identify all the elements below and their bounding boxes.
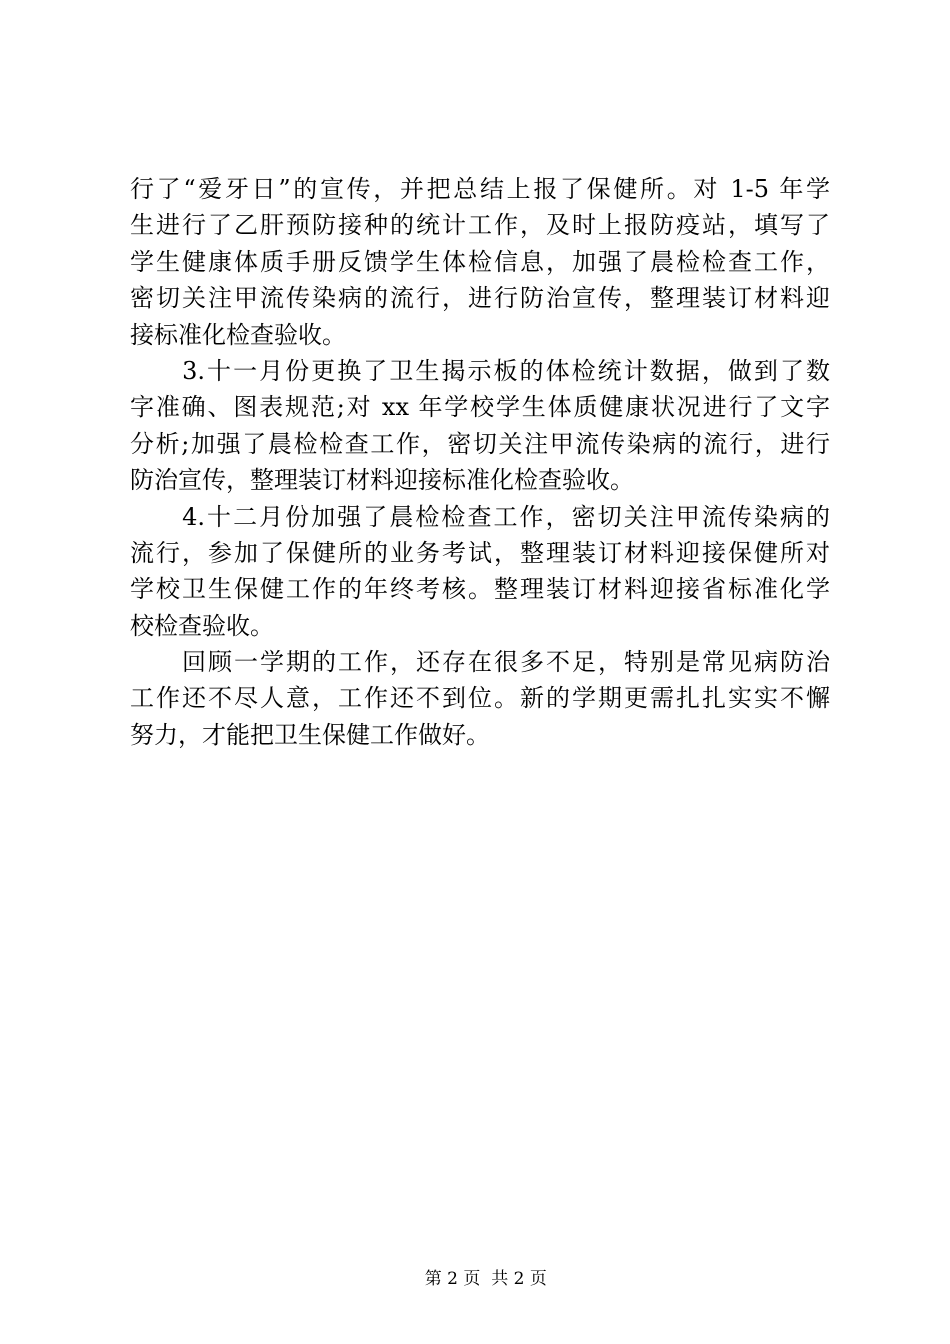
document-body — [130, 171, 830, 753]
text-line: 回顾一学期的工作，还存在很多不足，特别是常见病防治 — [130, 648, 830, 677]
text-line: 学生健康体质手册反馈学生体检信息，加强了晨检检查工作， — [130, 247, 830, 276]
text-line: 流行，参加了保健所的业务考试，整理装订材料迎接保健所对 — [130, 538, 830, 567]
text-line: 行了“爱牙日”的宣传，并把总结上报了保健所。对 1-5 年学 — [130, 175, 830, 203]
page-footer — [0, 1243, 950, 1315]
text-line: 防治宣传，整理装订材料迎接标准化检查验收。 — [130, 466, 634, 495]
text-line: 密切关注甲流传染病的流行，进行防治宣传，整理装订材料迎 — [130, 284, 830, 313]
page-number-label: 第 2 页 共 2 页 — [424, 1269, 547, 1289]
text-line: 努力，才能把卫生保健工作做好。 — [130, 720, 490, 749]
text-line: 字准确、图表规范;对 xx 年学校学生体质健康状况进行了文字 — [130, 393, 830, 422]
text-line: 学校卫生保健工作的年终考核。整理装订材料迎接省标准化学 — [130, 575, 830, 604]
text-line: 工作还不尽人意，工作还不到位。新的学期更需扎扎实实不懈 — [130, 684, 830, 713]
text-line: 校检查验收。 — [130, 611, 274, 640]
paragraph-1 — [130, 171, 830, 353]
paragraph-summary — [130, 644, 830, 753]
text-line: 接标准化检查验收。 — [130, 320, 346, 349]
text-line: 4.十二月份加强了晨检检查工作，密切关注甲流传染病的 — [130, 502, 830, 531]
text-line: 生进行了乙肝预防接种的统计工作，及时上报防疫站，填写了 — [130, 211, 830, 240]
paragraph-item-3 — [130, 353, 830, 499]
text-line: 分析;加强了晨检检查工作，密切关注甲流传染病的流行，进行 — [130, 429, 830, 458]
paragraph-item-4 — [130, 499, 830, 645]
text-line: 3.十一月份更换了卫生揭示板的体检统计数据，做到了数 — [130, 356, 830, 385]
